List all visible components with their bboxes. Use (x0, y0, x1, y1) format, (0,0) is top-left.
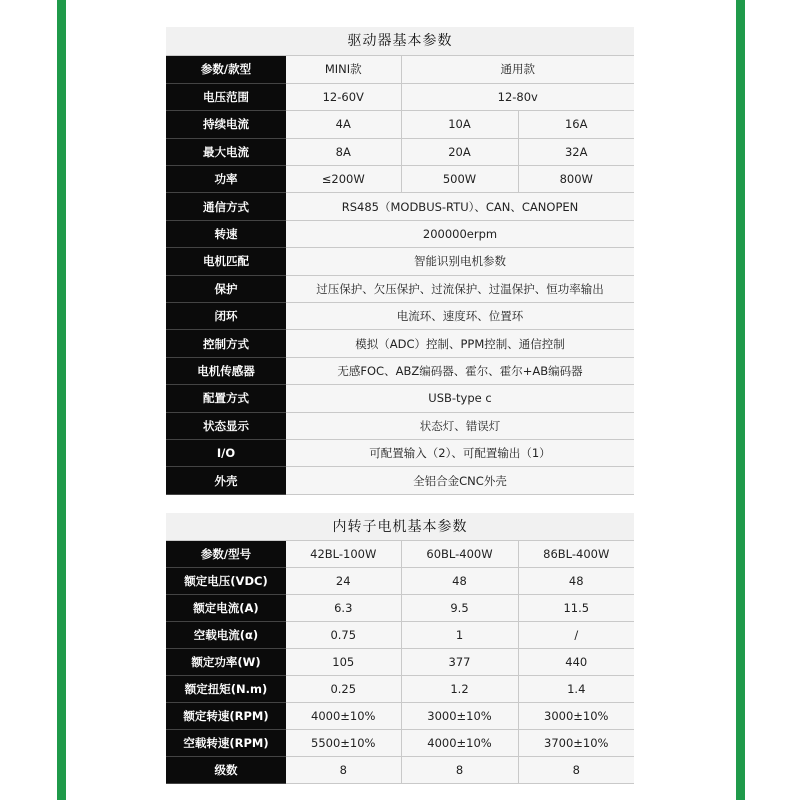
cell: 电流环、速度环、位置环 (286, 303, 634, 330)
cell: 4A (286, 111, 401, 138)
cell: 24 (286, 568, 401, 595)
table-row (166, 649, 634, 676)
cell: 9.5 (401, 595, 518, 622)
cell: 12-80v (401, 83, 634, 110)
cell: 48 (518, 568, 634, 595)
row-label: 空载电流(α) (166, 622, 286, 649)
table-row (166, 56, 634, 83)
row-label: 额定电压(VDC) (166, 568, 286, 595)
cell: 48 (401, 568, 518, 595)
cell: 8 (286, 756, 401, 783)
row-label: 额定扭矩(N.m) (166, 675, 286, 702)
cell: RS485（MODBUS-RTU）、CAN、CANOPEN (286, 193, 634, 220)
table-row (166, 595, 634, 622)
row-label: 额定电流(A) (166, 595, 286, 622)
table-row (166, 702, 634, 729)
row-label: 状态显示 (166, 412, 286, 439)
driver-params-table (166, 56, 634, 495)
cell: 3000±10% (518, 702, 634, 729)
cell: 20A (401, 138, 518, 165)
cell: USB-type c (286, 385, 634, 412)
cell: 全铝合金CNC外壳 (286, 467, 634, 494)
row-label: 功率 (166, 166, 286, 193)
cell: 10A (401, 111, 518, 138)
cell: 500W (401, 166, 518, 193)
cell: 86BL-400W (518, 541, 634, 568)
cell: 无感FOC、ABZ编码器、霍尔、霍尔+AB编码器 (286, 357, 634, 384)
cell: 60BL-400W (401, 541, 518, 568)
cell: 440 (518, 649, 634, 676)
motor-params-panel (166, 513, 634, 784)
cell: 11.5 (518, 595, 634, 622)
cell: 1.4 (518, 675, 634, 702)
cell: 8 (518, 756, 634, 783)
cell: 状态灯、错误灯 (286, 412, 634, 439)
row-label: 转速 (166, 220, 286, 247)
table-row (166, 467, 634, 494)
cell: 200000erpm (286, 220, 634, 247)
table-row (166, 111, 634, 138)
cell: 4000±10% (401, 729, 518, 756)
table-row (166, 622, 634, 649)
row-label: 外壳 (166, 467, 286, 494)
cell: 32A (518, 138, 634, 165)
table-row (166, 166, 634, 193)
cell: 0.25 (286, 675, 401, 702)
cell: 1 (401, 622, 518, 649)
row-label: 控制方式 (166, 330, 286, 357)
driver-params-title: 驱动器基本参数 (166, 27, 634, 56)
table-row (166, 248, 634, 275)
cell: MINI款 (286, 56, 401, 83)
row-label: 配置方式 (166, 385, 286, 412)
table-row (166, 541, 634, 568)
green-frame-right (736, 0, 745, 800)
cell: 通用款 (401, 56, 634, 83)
cell: 模拟（ADC）控制、PPM控制、通信控制 (286, 330, 634, 357)
driver-params-panel (166, 27, 634, 495)
table-row (166, 83, 634, 110)
cell: 377 (401, 649, 518, 676)
row-label: 通信方式 (166, 193, 286, 220)
cell: 8A (286, 138, 401, 165)
row-label: 持续电流 (166, 111, 286, 138)
cell: 3000±10% (401, 702, 518, 729)
cell: 可配置输入（2）、可配置输出（1） (286, 439, 634, 466)
table-row (166, 220, 634, 247)
table-row (166, 193, 634, 220)
green-frame-left (57, 0, 66, 800)
row-label: 闭环 (166, 303, 286, 330)
row-label: 额定功率(W) (166, 649, 286, 676)
row-label: I/O (166, 439, 286, 466)
table-row (166, 675, 634, 702)
cell: / (518, 622, 634, 649)
cell: 42BL-100W (286, 541, 401, 568)
cell: 800W (518, 166, 634, 193)
motor-params-title: 内转子电机基本参数 (166, 513, 634, 541)
cell: 过压保护、欠压保护、过流保护、过温保护、恒功率输出 (286, 275, 634, 302)
table-row (166, 357, 634, 384)
row-label: 保护 (166, 275, 286, 302)
cell: 5500±10% (286, 729, 401, 756)
cell: 4000±10% (286, 702, 401, 729)
row-label: 最大电流 (166, 138, 286, 165)
row-label: 电机传感器 (166, 357, 286, 384)
cell: 3700±10% (518, 729, 634, 756)
row-label: 参数/款型 (166, 56, 286, 83)
table-row (166, 275, 634, 302)
cell: 0.75 (286, 622, 401, 649)
table-row (166, 568, 634, 595)
row-label: 电压范围 (166, 83, 286, 110)
table-row (166, 439, 634, 466)
cell: 12-60V (286, 83, 401, 110)
cell: 智能识别电机参数 (286, 248, 634, 275)
table-row (166, 412, 634, 439)
motor-params-table (166, 541, 634, 784)
cell: 6.3 (286, 595, 401, 622)
row-label: 电机匹配 (166, 248, 286, 275)
table-row (166, 303, 634, 330)
row-label: 额定转速(RPM) (166, 702, 286, 729)
table-row (166, 729, 634, 756)
cell: 8 (401, 756, 518, 783)
cell: 105 (286, 649, 401, 676)
cell: 16A (518, 111, 634, 138)
table-row (166, 385, 634, 412)
cell: 1.2 (401, 675, 518, 702)
cell: ≤200W (286, 166, 401, 193)
row-label: 级数 (166, 756, 286, 783)
table-row (166, 138, 634, 165)
table-row (166, 756, 634, 783)
row-label: 空载转速(RPM) (166, 729, 286, 756)
row-label: 参数/型号 (166, 541, 286, 568)
table-row (166, 330, 634, 357)
